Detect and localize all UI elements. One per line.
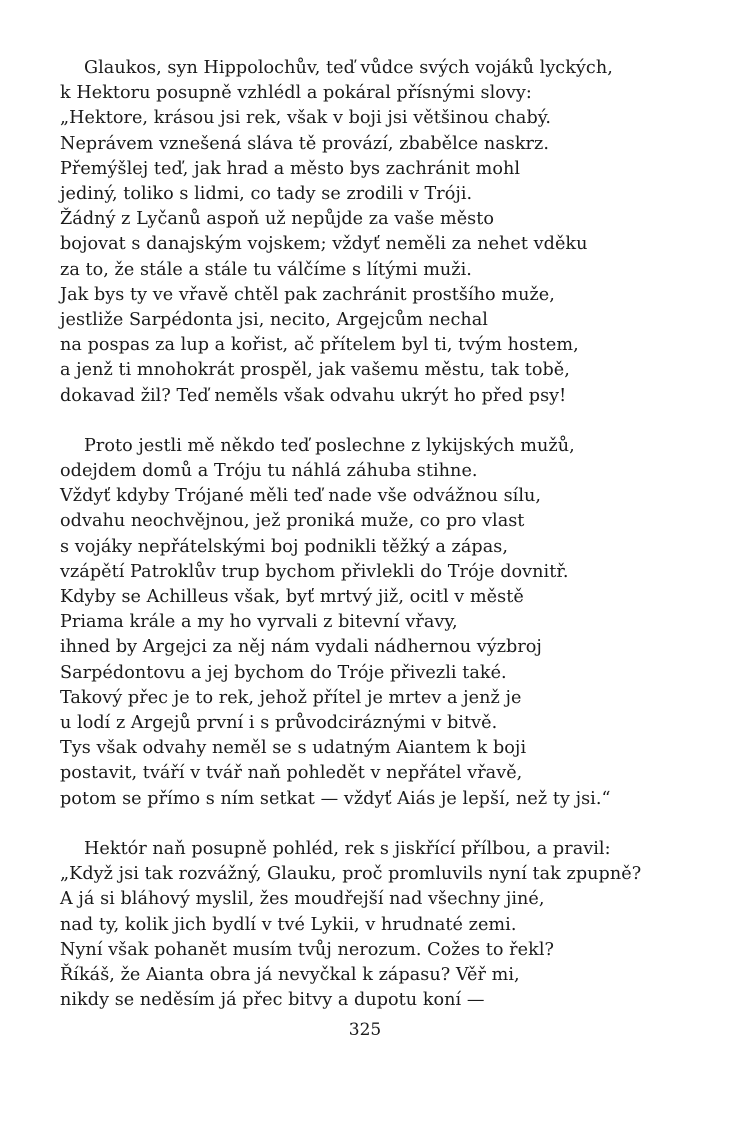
- verse-line: „Hektore, krásou jsi rek, však v boji jsi většinou chabý.: [60, 108, 552, 129]
- verse-line: vzápětí Patroklův trup bychom přivlekli do Tróje dovnitř.: [60, 561, 569, 582]
- verse-line: dokavad žil? Teď neměls však odvahu ukrýt ho před psy!: [60, 385, 567, 406]
- verse-line: Takový přec je to rek, jehož přítel je mrtev a jenž je: [60, 687, 522, 708]
- verse-line: bojovat s danajským vojskem; vždyť neměli za nehet vděku: [60, 234, 588, 255]
- verse-line: Proto jestli mě někdo teď poslechne z lykijských mužů,: [84, 435, 575, 456]
- verse-line: Tys však odvahy neměl se s udatným Aiantem k boji: [60, 738, 527, 759]
- verse-line: Kdyby se Achilleus však, byť mrtvý již, ocitl v městě: [60, 587, 524, 608]
- verse-line: s vojáky nepřátelskými boj podnikli těžký a zápas,: [60, 536, 508, 557]
- verse-line: k Hektoru posupně vzhlédl a pokáral přísnými slovy:: [60, 83, 532, 104]
- verse-line: Priama krále a my ho vyrvali z bitevní vřavy,: [60, 612, 458, 633]
- verse-line: Sarpédontovu a jej bychom do Tróje přivezli také.: [60, 662, 507, 683]
- verse-line: u lodí z Argejů první i s průvodciráznými v bitvě.: [60, 713, 498, 734]
- verse-line: potom se přímo s ním setkat — vždyť Aiás je lepší, než ty jsi.“: [60, 788, 611, 809]
- verse-line: Hektór naň posupně pohléd, rek s jiskřící přílbou, a pravil:: [84, 838, 611, 859]
- verse-line: odvahu neochvějnou, jež proniká muže, co pro vlast: [60, 511, 525, 532]
- verse-line: jediný, toliko s lidmi, co tady se zrodili v Tróji.: [60, 184, 473, 205]
- verse-line: Říkáš, že Aianta obra já nevyčkal k zápasu? Věř mi,: [60, 964, 520, 985]
- stanza-3: [60, 837, 700, 1013]
- verse-line: „Když jsi tak rozvážný, Glauku, proč promluvils nyní tak zpupně?: [60, 864, 642, 885]
- verse-line: Nyní však pohanět musím tvůj nerozum. Cožes to řekl?: [60, 939, 554, 960]
- stanza-1: [60, 56, 700, 409]
- verse-line: Žádný z Lyčanů aspoň už nepůjde za vaše město: [60, 209, 495, 230]
- verse-line: za to, že stále a stále tu válčíme s lítými muži.: [60, 259, 472, 280]
- poem-text: [60, 56, 700, 1038]
- verse-line: Neprávem vznešená sláva tě provází, zbabělce naskrz.: [60, 133, 549, 154]
- verse-line: nad ty, kolik jich bydlí v tvé Lykii, v hrudnaté zemi.: [60, 914, 517, 935]
- verse-line: jestliže Sarpédonta jsi, necito, Argejcům nechal: [60, 310, 488, 331]
- verse-line: Glaukos, syn Hippolochův, teď vůdce svých vojáků lyckých,: [84, 58, 613, 78]
- verse-line: Jak bys ty ve vřavě chtěl pak zachránit prostšího muže,: [60, 284, 555, 305]
- verse-line: na pospas za lup a kořist, ač přítelem byl ti, tvým hostem,: [60, 335, 579, 356]
- verse-line: ihned by Argejci za něj nám vydali nádhernou výzbroj: [60, 637, 542, 658]
- verse-line: a jenž ti mnohokrát prospěl, jak vašemu městu, tak tobě,: [60, 360, 570, 381]
- stanza-2: [60, 434, 700, 812]
- verse-line: nikdy se neděsím já přec bitvy a dupotu koní —: [60, 990, 485, 1011]
- page-number: 325: [348, 1020, 382, 1040]
- verse-line: odejdem domů a Tróju tu náhlá záhuba stihne.: [60, 461, 478, 482]
- verse-line: A já si bláhový myslil, žes moudřejší nad všechny jiné,: [60, 889, 545, 910]
- verse-line: postavit, tváří v tvář naň pohledět v nepřátel vřavě,: [60, 763, 523, 784]
- verse-line: Přemýšlej teď, jak hrad a město bys zachránit mohl: [60, 158, 521, 179]
- verse-line: Vždyť kdyby Trójané měli teď nade vše odvážnou sílu,: [60, 486, 542, 507]
